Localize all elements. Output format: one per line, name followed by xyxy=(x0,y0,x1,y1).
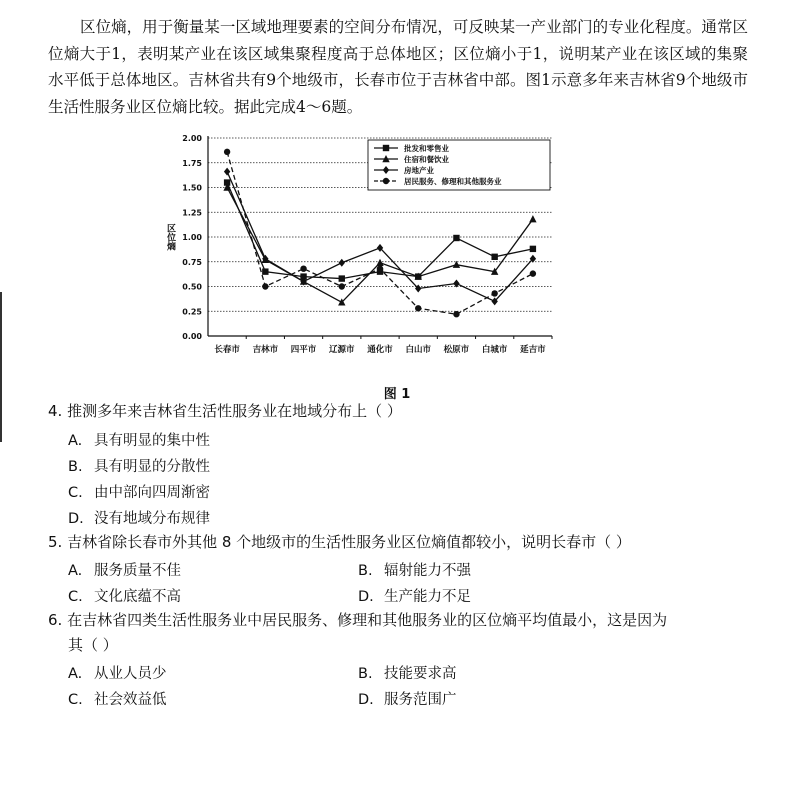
intro-text: 区位熵，用于衡量某一区域地理要素的空间分布情况，可反映某一产业部门的专业化程度。通常区位熵大于1，表明某产业在该区域集聚程度高于总体地区；区位熵小于1，说明某产业在该区域的集聚水平低于总体地区。吉林省共有9个地级市，长春市位于吉林省中部。图1示意多年来吉林省9个地级市生活性服务业区位熵比较。据此完成4～6题。 xyxy=(48,18,748,116)
option-letter: C. xyxy=(68,589,83,605)
data-point xyxy=(530,246,536,252)
data-point xyxy=(491,254,497,260)
x-tick-label: 吉林市 xyxy=(252,345,279,355)
x-tick-label: 松原市 xyxy=(443,345,470,355)
option-text: 由中部向四周渐密 xyxy=(94,485,210,501)
option-letter: C. xyxy=(68,692,83,708)
option-text: 具有明显的分散性 xyxy=(94,459,210,475)
option-letter: A. xyxy=(68,563,83,579)
option-letter: A. xyxy=(68,666,83,682)
question-4-option-a[interactable] xyxy=(68,429,210,450)
option-text: 社会效益低 xyxy=(94,692,167,708)
x-tick-label: 四平市 xyxy=(290,345,317,355)
option-letter: C. xyxy=(68,485,83,501)
option-text: 技能要求高 xyxy=(384,666,457,682)
option-text: 文化底蕴不高 xyxy=(94,589,181,605)
x-tick-label: 白城市 xyxy=(481,345,508,355)
legend-label: 居民服务、修理和其他服务业 xyxy=(404,177,502,186)
option-letter: B. xyxy=(358,563,373,579)
option-text: 服务质量不佳 xyxy=(94,563,181,579)
x-tick-label: 延吉市 xyxy=(520,345,546,355)
option-letter: B. xyxy=(68,459,83,475)
question-4-option-c[interactable] xyxy=(68,481,210,502)
option-text: 生产能力不足 xyxy=(384,589,471,605)
question-6-stem: 6. 在吉林省四类生活性服务业中居民服务、修理和其他服务业的区位熵平均值最小，这是因为 xyxy=(48,611,668,629)
y-tick-label: 0.25 xyxy=(182,307,202,317)
data-point xyxy=(453,261,460,268)
y-tick-label: 1.50 xyxy=(182,183,202,193)
y-tick-label: 1.25 xyxy=(182,208,202,218)
data-point xyxy=(300,265,306,271)
chart-svg xyxy=(150,128,570,364)
option-text: 从业人员少 xyxy=(94,666,167,682)
data-point xyxy=(453,235,459,241)
y-tick-label: 1.00 xyxy=(182,233,202,242)
data-point xyxy=(415,305,421,311)
option-letter: D. xyxy=(68,511,84,527)
y-tick-label: 0.75 xyxy=(182,257,202,267)
question-5-option-a[interactable] xyxy=(68,559,181,580)
data-point xyxy=(529,215,536,222)
intro-paragraph xyxy=(48,14,748,120)
question-5-option-d[interactable] xyxy=(358,585,471,606)
question-4-stem: 4. 推测多年来吉林省生活性服务业在地域分布上（ ） xyxy=(48,402,402,420)
y-tick-label: 0.00 xyxy=(182,332,202,341)
y-tick-label: 0.50 xyxy=(182,282,202,292)
data-point xyxy=(224,149,230,155)
option-text: 服务范围广 xyxy=(384,692,457,708)
question-6-option-c[interactable] xyxy=(68,688,167,709)
data-point xyxy=(491,290,497,296)
figure-caption: 图 1 xyxy=(383,387,411,402)
legend-label: 住宿和餐饮业 xyxy=(404,155,449,164)
data-point xyxy=(339,283,345,289)
question-5-option-b[interactable] xyxy=(358,559,471,580)
page-edge-mark xyxy=(0,292,2,442)
series-line-3 xyxy=(227,172,533,302)
option-letter: D. xyxy=(358,589,374,605)
y-axis-label: 区位熵 xyxy=(165,223,175,251)
option-text: 没有地域分布规律 xyxy=(94,511,210,527)
location-quotient-chart xyxy=(150,128,570,364)
question-6-stem-continued: 其（ ） xyxy=(68,636,118,654)
y-tick-label: 1.75 xyxy=(182,158,202,168)
question-5-option-c[interactable] xyxy=(68,585,181,606)
data-point xyxy=(339,275,345,281)
data-point xyxy=(339,259,345,267)
question-6-option-b[interactable] xyxy=(358,662,457,683)
option-letter: D. xyxy=(358,692,374,708)
data-point xyxy=(262,283,268,289)
question-6-option-a[interactable] xyxy=(68,662,167,683)
question-6-option-d[interactable] xyxy=(358,688,457,709)
option-letter: A. xyxy=(68,433,83,449)
data-point xyxy=(224,168,230,176)
data-point xyxy=(377,265,383,271)
x-tick-label: 辽源市 xyxy=(329,345,355,355)
legend-marker xyxy=(383,178,389,184)
legend-marker xyxy=(383,145,389,151)
option-text: 具有明显的集中性 xyxy=(94,433,210,449)
x-tick-label: 长春市 xyxy=(214,345,240,355)
data-point xyxy=(262,268,268,274)
data-point xyxy=(453,311,459,317)
x-tick-label: 白山市 xyxy=(405,345,431,355)
question-4-option-d[interactable] xyxy=(68,507,210,528)
legend-label: 房地产业 xyxy=(404,166,434,175)
data-point xyxy=(376,259,383,266)
question-5-stem: 5. 吉林省除长春市外其他 8 个地级市的生活性服务业区位熵值都较小，说明长春市（ ） xyxy=(48,533,631,551)
x-tick-label: 通化市 xyxy=(367,345,393,355)
data-point xyxy=(530,270,536,276)
legend-label: 批发和零售业 xyxy=(404,144,449,153)
option-letter: B. xyxy=(358,666,373,682)
y-tick-label: 2.00 xyxy=(182,134,202,143)
option-text: 辐射能力不强 xyxy=(384,563,471,579)
question-4-option-b[interactable] xyxy=(68,455,210,476)
